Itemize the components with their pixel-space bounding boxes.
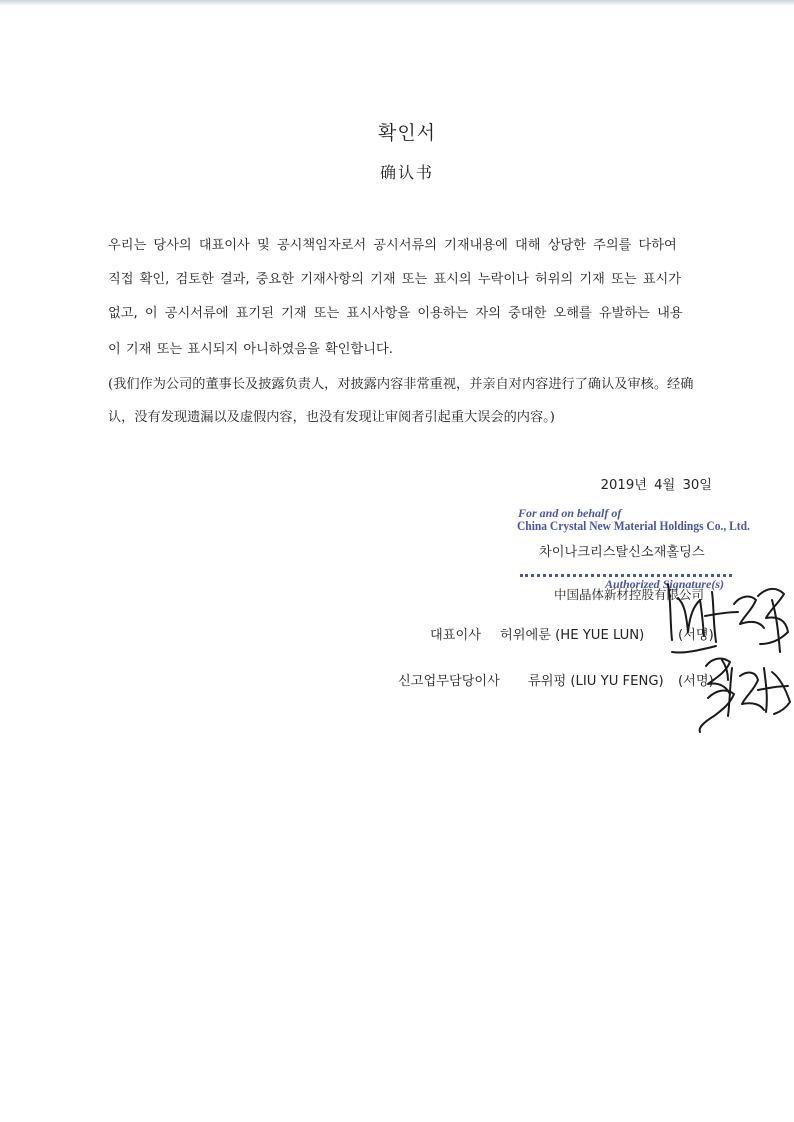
document-date: 2019년 4월 30일: [600, 478, 712, 493]
body-korean-line-2: 직접 확인, 검토한 결과, 중요한 기재사항의 기재 또는 표시의 누락이나 허위의 기재 또는 표시가: [108, 272, 681, 287]
signatory-1-role: 대표이사: [430, 628, 481, 643]
signature-2-stroke: [728, 668, 732, 716]
signatory-2-sign-mark: (서명): [678, 674, 714, 689]
document-title-korean: 확인서: [377, 122, 437, 144]
company-name-korean: 차이나크리스탈신소재홀딩스: [539, 545, 705, 560]
signatory-1-name: 허위에룬 (HE YUE LUN): [500, 628, 645, 643]
signature-1-stroke: [672, 646, 716, 653]
signature-1-stroke: [758, 589, 788, 644]
signatory-2-role: 신고업무담당이사: [398, 674, 500, 689]
body-korean-line-1: 우리는 당사의 대표이사 및 공시책임자로서 공시서류의 기재내용에 대해 상당한 주의를 다하여: [108, 238, 677, 253]
signature-2-stroke: [722, 660, 728, 680]
body-korean-line-4: 이 기재 또는 표시되지 아니하였음을 확인합니다.: [108, 342, 393, 357]
document-title-chinese: 确认书: [379, 163, 434, 182]
body-chinese-line-2: 认，没有发现遗漏以及虚假内容，也没有发现让审阅者引起重大误会的内容。): [108, 410, 555, 425]
stamp-for-behalf: For and on behalf of: [518, 506, 622, 520]
stamp-signature-dotted-line: [520, 566, 732, 577]
signatory-1-sign-mark: (서명): [678, 628, 714, 643]
scan-edge: [0, 0, 794, 6]
stamp-authorized-signature: Authorized Signature(s): [605, 577, 725, 591]
signature-2-stroke: [758, 668, 788, 712]
body-chinese-line-1: (我们作为公司的董事长及披露负责人，对披露内容非常重视，并亲自对内容进行了确认及审核。经确: [108, 377, 694, 392]
body-korean-line-3: 없고, 이 공시서류에 표기된 기재 또는 표시사항을 이용하는 자의 중대한 오해를 유발하는 내용: [108, 306, 683, 321]
signature-2-stroke: [740, 673, 764, 710]
signature-1-stroke: [772, 600, 780, 652]
company-name-chinese: 中国晶体新材控股有限公司: [554, 587, 705, 602]
signature-2-stroke: [772, 672, 790, 714]
signature-1-stroke: [734, 597, 764, 628]
stamp-company-english: China Crystal New Material Holdings Co., Ltd.: [517, 519, 750, 533]
signature-2-stroke: [700, 691, 734, 732]
signatory-2-name: 류위펑 (LIU YU FENG): [528, 674, 664, 689]
